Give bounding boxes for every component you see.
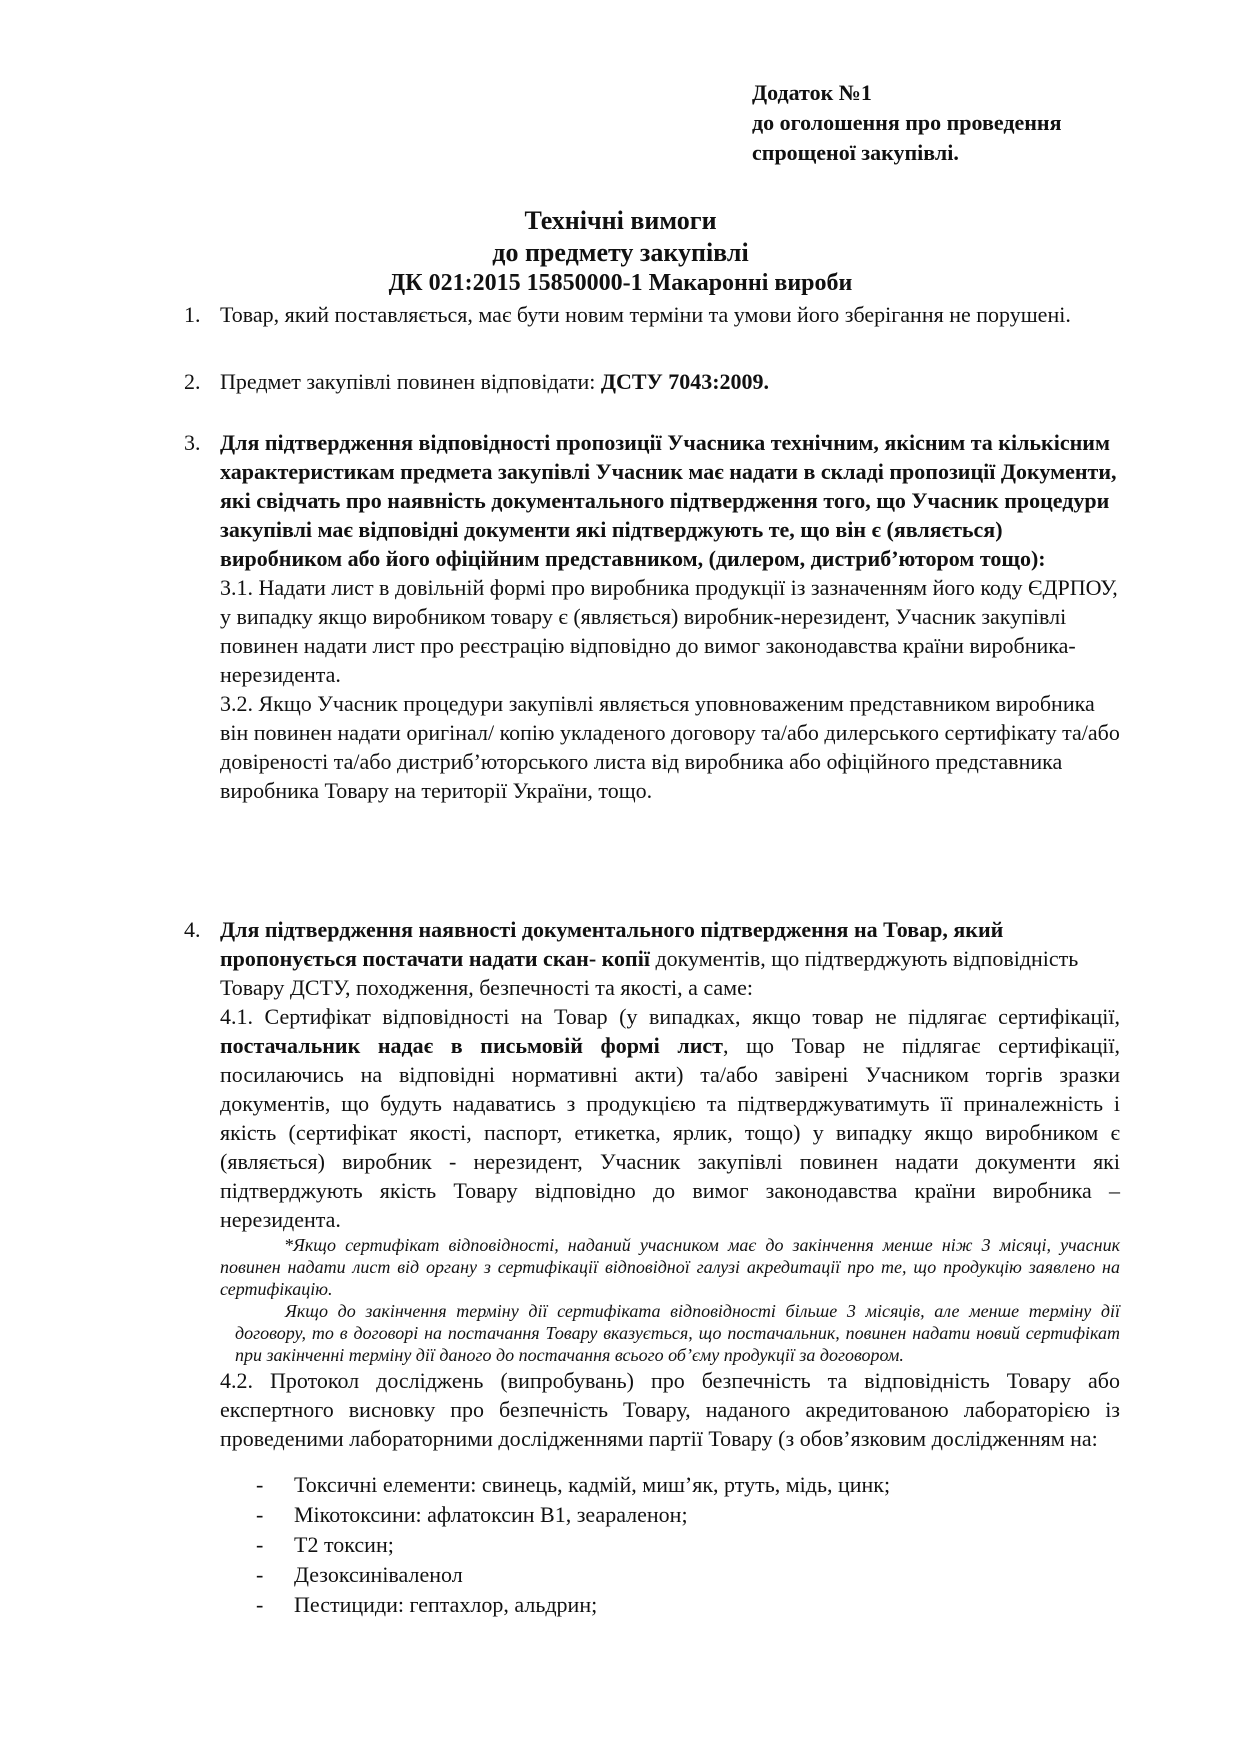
subitem-3-1: 3.1. Надати лист в довільній формі про виробника продукції із зазначенням його коду ЄДРПОУ, у випадку якщо виробником товару є (являється) виробник-нерезидент, Учасник закупівлі повинен надати лист про реєстрацію відповідно до вимог законодавства країни виробника-нерезидента.: [220, 575, 1118, 687]
list-item-2: [184, 367, 1120, 396]
annex-line-1: Додаток №1: [752, 80, 872, 105]
list-item: - Дезоксиніваленол: [256, 1562, 463, 1587]
subitem-4-1-part-a: 4.1. Сертифікат відповідності на Товар (у випадках, якщо товар не підлягає сертифікації,: [220, 1004, 1120, 1029]
annex-header: [752, 78, 1192, 168]
list-item-1: [184, 300, 1120, 329]
annex-line-3: спрощеної закупівлі.: [752, 140, 959, 165]
document-title: [0, 205, 1241, 297]
list-item: - Т2 токсин;: [256, 1532, 394, 1557]
subitem-3-2: 3.2. Якщо Учасник процедури закупівлі являється уповноваженим представником виробника він повинен надати оригінал/ копію укладеного договору та/або дилерського сертифікату та/або довіреності та/або дистриб’юторського листа від виробника або офіційного представника виробника Товару на території України, тощо.: [220, 691, 1120, 803]
item-text: Предмет закупівлі повинен відповідати:: [220, 369, 601, 394]
title-line-3: ДК 021:2015 15850000-1 Макаронні вироби: [388, 270, 853, 296]
list-item: - Пестициди: гептахлор, альдрин;: [256, 1592, 598, 1617]
subitem-4-1: [220, 1002, 1120, 1234]
item-standard: ДСТУ 7043:2009.: [600, 369, 770, 394]
list-item: - Токсичні елементи: свинець, кадмій, миш’як, ртуть, мідь, цинк;: [256, 1472, 891, 1497]
item-text: Товар, який поставляється, має бути новим терміни та умови його зберігання не порушені.: [220, 302, 1071, 327]
item-text: документів, що підтверджують відповідність Товару ДСТУ, походження, безпечності та якості, а саме:: [220, 946, 1079, 1000]
item-number: 2.: [184, 369, 201, 394]
note-1: *Якщо сертифікат відповідності, наданий учасником має до закінчення менше ніж 3 місяці, учасник повинен надати лист від органу з сертифікації відповідної галузі акредитації про те, що продукцію заявлено на сертифікацію.: [220, 1235, 1120, 1299]
subitem-4-1-bold: постачальник надає в письмовій формі лист: [220, 1033, 723, 1058]
annex-line-2: до оголошення про проведення: [752, 110, 1062, 135]
item-heading: Для підтвердження наявності документального підтвердження на Товар, який пропонується постачати надати скан- копії: [220, 917, 1004, 971]
item-number: 4.: [184, 917, 201, 942]
list-item-3: [184, 428, 1120, 805]
list-item: - Мікотоксини: афлатоксин В1, зеараленон;: [256, 1502, 688, 1527]
list-item-4: [184, 915, 1120, 1453]
subitem-4-1-part-c: , що Товар не підлягає сертифікації, посилаючись на відповідні нормативні акти) та/або завірені Учасником торгів зразки документів, що будуть надаватись з продукцією та підтверджуватимуть її приналежність і якість (сертифікат якості, паспорт, етикетка, ярлик, тощо) у випадку якщо виробником є (являється) виробник - нерезидент, Учасник закупівлі повинен надати документи які підтверджують якість Товару відповідно до вимог законодавства країни виробника – нерезидента.: [220, 1033, 1120, 1232]
item-heading: Для підтвердження відповідності пропозиції Учасника технічним, якісним та кількісним характеристикам предмета закупівлі Учасник має надати в складі пропозиції Документи, які свідчать про наявність документального підтвердження того, що Учасник процедури закупівлі має відповідні документи які підтверджують те, що він є (являється) виробником або його офіційним представником, (дилером, дистриб’ютором тощо):: [220, 430, 1117, 571]
item-number: 3.: [184, 430, 201, 455]
title-line-2: до предмету закупівлі: [492, 238, 749, 267]
subitem-4-2: 4.2. Протокол досліджень (випробувань) про безпечність та відповідність Товару або експертного висновку про безпечність Товару, наданого акредитованою лабораторією із проведеними лабораторними дослідженнями партії Товару (з обов’язковим дослідженням на:: [220, 1368, 1120, 1451]
item-number: 1.: [184, 302, 201, 327]
title-line-1: Технічні вимоги: [524, 206, 717, 235]
note-2: Якщо до закінчення терміну дії сертифіката відповідності більше 3 місяців, але менше терміну дії договору, то в договорі на постачання Товару вказується, що постачальник, повинен надати новий сертифікат при закінченні терміну дії даного до постачання всього об’єму продукції за договором.: [235, 1301, 1120, 1365]
tests-list: [256, 1470, 1116, 1620]
